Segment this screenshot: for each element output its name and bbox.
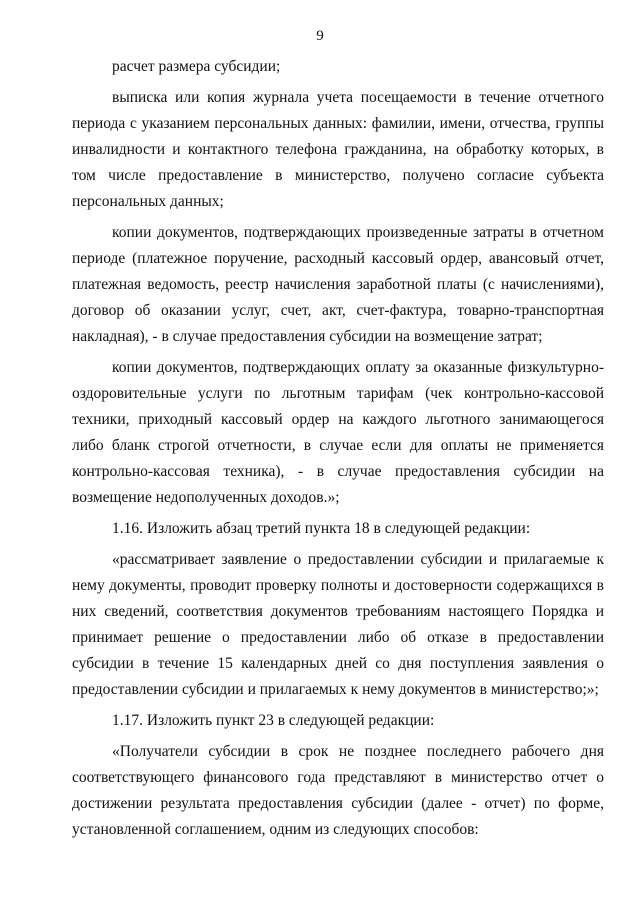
page-number: 9: [316, 28, 324, 44]
paragraph-item-1-17: 1.17. Изложить пункт 23 в следующей редакции:: [112, 712, 435, 729]
paragraph-subsidy-calculation: расчет размера субсидии;: [112, 58, 281, 75]
paragraph-report-submission: «Получатели субсидии в срок не позднее последнего рабочего дня соответствующего финансового года представляют в министерство отчет о достижении результата предоставления субсидии (далее - отчет) по форме, установленной соглашением, одним из следующих способов:: [72, 743, 604, 838]
paragraph-payment-documents: копии документов, подтверждающих оплату за оказанные физкультурно-оздоровительные услуги по льготным тарифам (чек контрольно-кассовой техники, приходный кассовый ордер на каждого льготного занимающегося либо бланк строгой отчетности, в случае если для оплаты не применяется контрольно-кассовая техника), - в случае предоставления субсидии на возмещение недополученных доходов.»;: [72, 359, 604, 506]
paragraph-item-1-16: 1.16. Изложить абзац третий пункта 18 в следующей редакции:: [112, 520, 531, 537]
paragraph-application-review: «рассматривает заявление о предоставлении субсидии и прилагаемые к нему документы, проводит проверку полноты и достоверности содержащихся в них сведений, соответствия документов требованиям настоящего Порядка и принимает решение о предоставлении либо об отказе в предоставлении субсидии в течение 15 календарных дней со дня поступления заявления о предоставлении субсидии и прилагаемых к нему документов в министерство;»;: [72, 551, 604, 698]
document-body: [72, 54, 604, 843]
paragraph-attendance-log: выписка или копия журнала учета посещаемости в течение отчетного периода с указанием персональных данных: фамилии, имени, отчества, группы инвалидности и контактного телефона гражданина, на обработку которых, в том числе предоставление в министерство, получено согласие субъекта персональных данных;: [72, 89, 604, 210]
paragraph-expense-documents: копии документов, подтверждающих произведенные затраты в отчетном периоде (платежное поручение, расходный кассовый ордер, авансовый отчет, платежная ведомость, реестр начисления заработной платы (с начислениями), договор об оказании услуг, счет, акт, счет-фактура, товарно-транспортная накладная), - в случае предоставления субсидии на возмещение затрат;: [72, 224, 604, 345]
